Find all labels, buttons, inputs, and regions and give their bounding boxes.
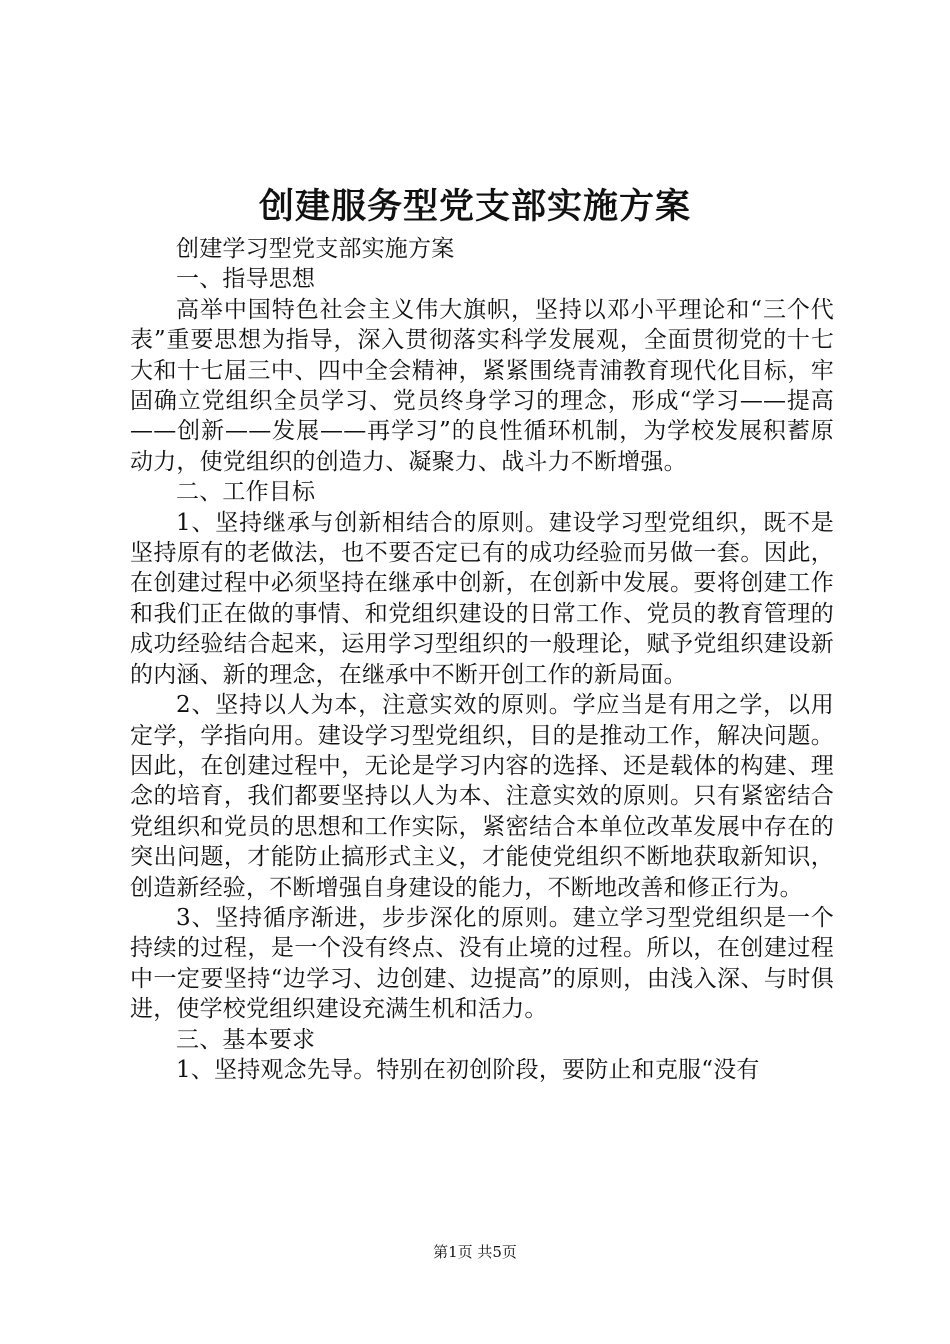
paragraph-subtitle: 创建学习型党支部实施方案	[176, 236, 455, 262]
document-body	[130, 234, 834, 1085]
paragraph-goal-1: 1、坚持继承与创新相结合的原则。建设学习型党组织，既不是坚持原有的老做法，也不要否定已有的成功经验而另做一套。因此，在创建过程中必须坚持在继承中创新，在创新中发展。要将创建工作和我们正在做的事情、和党组织建设的日常工作、党员的教育管理的成功经验结合起来，运用学习型组织的一般理论，赋予党组织建设新的内涵、新的理念，在继承中不断开创工作的新局面。	[130, 509, 834, 688]
paragraph-guiding-ideology: 高举中国特色社会主义伟大旗帜，坚持以邓小平理论和“三个代表”重要思想为指导，深入贯彻落实科学发展观，全面贯彻党的十七大和十七届三中、四中全会精神，紧紧围绕青浦教育现代化目标，牢固确立党组织全员学习、党员终身学习的理念，形成“学习——提高——创新——发展——再学习”的良性循环机制，为学校发展积蓄原动力，使党组织的创造力、凝聚力、战斗力不断增强。	[130, 296, 834, 475]
paragraph-requirement-1: 1、坚持观念先导。特别在初创阶段，要防止和克服“没有	[176, 1056, 760, 1083]
section-heading-work-goals: 二、工作目标	[176, 479, 316, 506]
page-footer: 第1页 共5页	[433, 1243, 517, 1261]
section-heading-basic-requirements: 三、基本要求	[176, 1026, 316, 1053]
document-title: 创建服务型党支部实施方案	[258, 186, 691, 227]
section-heading-guiding-ideology: 一、指导思想	[176, 266, 316, 293]
paragraph-goal-2: 2、坚持以人为本，注意实效的原则。学应当是有用之学，以用定学，学指向用。建设学习型党组织，目的是推动工作，解决问题。因此，在创建过程中，无论是学习内容的选择、还是载体的构建、理念的培育，我们都要坚持以人为本、注意实效的原则。只有紧密结合党组织和党员的思想和工作实际，紧密结合本单位改革发展中存在的突出问题，才能防止搞形式主义，才能使党组织不断地获取新知识，创造新经验，不断增强自身建设的能力，不断地改善和修正行为。	[130, 692, 834, 901]
paragraph-goal-3: 3、坚持循序渐进，步步深化的原则。建立学习型党组织是一个持续的过程，是一个没有终点、没有止境的过程。所以，在创建过程中一定要坚持“边学习、边创建、边提高”的原则，由浅入深、与时俱进，使学校党组织建设充满生机和活力。	[130, 904, 834, 1023]
